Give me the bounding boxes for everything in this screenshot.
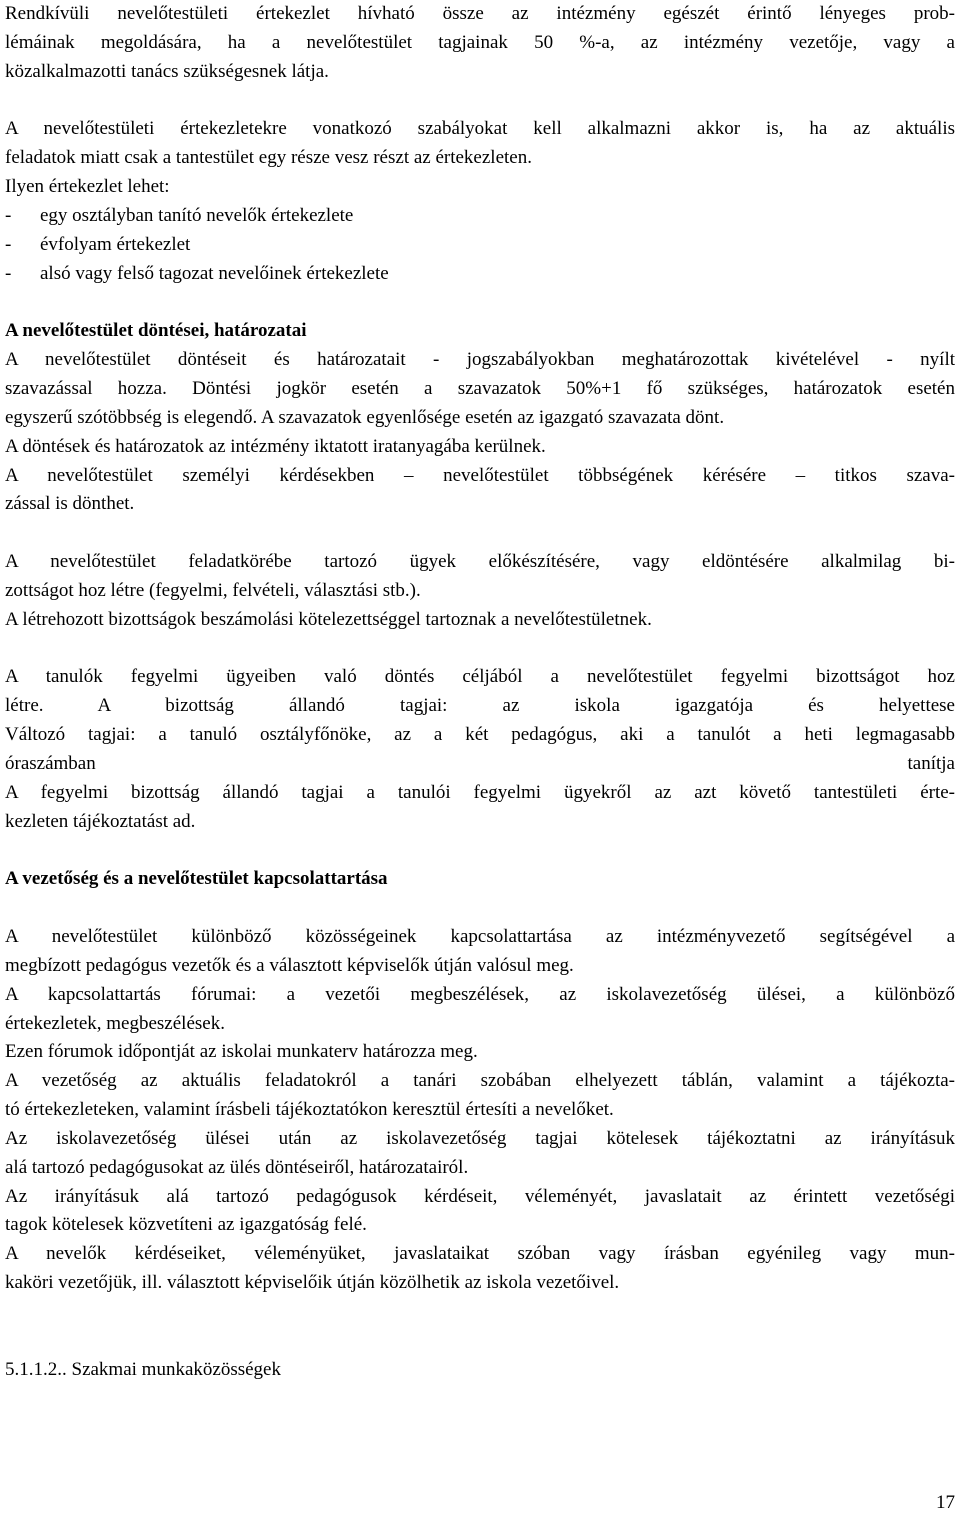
- paragraph: [5, 548, 955, 635]
- text-line: zással is dönthet.: [5, 493, 135, 515]
- text-line: zottságot hoz létre (fegyelmi, felvételi, választási stb.).: [5, 579, 421, 601]
- list-item: [5, 231, 955, 260]
- text-line: Ezen fórumok időpontját az iskolai munkaterv határozza meg.: [5, 1041, 478, 1063]
- text-line: Rendkívüli nevelőtestületi értekezlet hívható össze az intézmény egészét érintő lényeges prob-: [5, 3, 955, 24]
- text-line: alá tartozó pedagógusokat az ülés döntéseiről, határozatairól.: [5, 1156, 469, 1178]
- paragraph: [5, 923, 955, 1298]
- section-heading: A vezetőség és a nevelőtestület kapcsolattartása: [5, 868, 388, 890]
- text-line: szavazással hozza. Döntési jogkör esetén a szavazatok 50%+1 fő szükséges, határozatok esetén: [5, 377, 955, 399]
- text-line: Változó tagjai: a tanuló osztályfőnöke, az a két pedagógus, aki a tanulót a heti legmagasabb: [5, 724, 955, 746]
- paragraph-spacer: [5, 635, 955, 664]
- text-line: Az iskolavezetőség ülései után az iskolavezetőség tagjai kötelesek tájékoztatni az irányításuk: [5, 1127, 955, 1149]
- list-item-text: egy osztályban tanító nevelők értekezlete: [40, 204, 354, 226]
- text-line: A nevelőtestület személyi kérdésekben – nevelőtestület többségének kérésére – titkos szava-: [5, 464, 955, 486]
- text-line: óraszámban tanítja: [5, 752, 955, 774]
- paragraph: [5, 663, 955, 836]
- text-line: értekezletek, megbeszélések.: [5, 1012, 225, 1034]
- text-line: A nevelőtestület feladatkörébe tartozó ügyek előkészítésére, vagy eldöntésére alkalmilag bi-: [5, 551, 955, 573]
- text-line: A vezetőség az aktuális feladatokról a tanári szobában elhelyezett táblán, valamint a tájékozta-: [5, 1070, 955, 1092]
- paragraph-spacer: [5, 836, 955, 865]
- paragraph: [5, 346, 955, 519]
- text-line: A tanulók fegyelmi ügyeiben való döntés céljából a nevelőtestület fegyelmi bizottságot hoz: [5, 666, 955, 688]
- text-line: A nevelőtestületi értekezletekre vonatkozó szabályokat kell alkalmazni akkor is, ha az aktuális: [5, 118, 955, 140]
- text-line: Az irányításuk alá tartozó pedagógusok kérdéseit, véleményét, javaslatait az érintett vezetőségi: [5, 1185, 955, 1207]
- paragraph-spacer: [5, 519, 955, 548]
- dash-bullet: -: [5, 204, 12, 226]
- list-item: [5, 202, 955, 231]
- text-line: feladatok miatt csak a tantestület egy része vesz részt az értekezleten.: [5, 147, 532, 169]
- paragraph: [5, 115, 955, 202]
- text-line: A nevelőtestület döntéseit és határozatait - jogszabályokban meghatározottak kivételével - nyílt: [5, 349, 955, 371]
- paragraph-spacer: [5, 1327, 955, 1356]
- paragraph-spacer: [5, 894, 955, 923]
- subsection-heading: 5.1.1.2.. Szakmai munkaközösségek: [5, 1358, 281, 1380]
- text-line: A nevelők kérdéseiket, véleményüket, javaslataikat szóban vagy írásban egyénileg vagy mun-: [5, 1243, 955, 1265]
- section-heading: A nevelőtestület döntései, határozatai: [5, 320, 307, 342]
- text-line: lémáinak megoldására, ha a nevelőtestület tagjainak 50 %-a, az intézmény vezetője, vagy a: [5, 31, 955, 53]
- text-line: egyszerű szótöbbség is elegendő. A szavazatok egyenlősége esetén az igazgató szavazata dönt.: [5, 406, 725, 428]
- list-item: [5, 260, 955, 289]
- text-line: tó értekezleteken, valamint írásbeli tájékoztatókon keresztül értesíti a nevelőket.: [5, 1099, 614, 1121]
- dash-bullet: -: [5, 262, 12, 284]
- list-item-text: évfolyam értekezlet: [40, 233, 191, 255]
- paragraph-spacer: [5, 288, 955, 317]
- paragraph: [5, 0, 955, 87]
- text-line: A létrehozott bizottságok beszámolási kötelezettséggel tartoznak a nevelőtestületnek.: [5, 608, 652, 630]
- text-line: tagok kötelesek közvetíteni az igazgatóság felé.: [5, 1214, 367, 1236]
- list-item-text: alsó vagy felső tagozat nevelőinek értekezlete: [40, 262, 389, 284]
- paragraph-spacer: [5, 87, 955, 116]
- text-line: A döntések és határozatok az intézmény iktatott iratanyagába kerülnek.: [5, 435, 546, 457]
- text-line: A nevelőtestület különböző közösségeinek kapcsolattartása az intézményvezető segítségével a: [5, 926, 955, 947]
- text-line: kaköri vezetőjük, ill. választott képviselőik útján közölhetik az iskola vezetőivel.: [5, 1272, 620, 1294]
- text-line: létre. A bizottság állandó tagjai: az iskola igazgatója és helyettese: [5, 695, 955, 717]
- text-line: közalkalmazotti tanács szükségesnek látja.: [5, 60, 329, 82]
- paragraph-spacer: [5, 1298, 955, 1327]
- dash-list: [5, 202, 955, 289]
- text-line: megbízott pedagógus vezetők és a választott képviselők útján valósul meg.: [5, 954, 574, 976]
- text-line: Ilyen értekezlet lehet:: [5, 176, 170, 198]
- text-line: A fegyelmi bizottság állandó tagjai a tanulói fegyelmi ügyekről az azt követő tantestületi érte-: [5, 781, 955, 803]
- dash-bullet: -: [5, 233, 12, 255]
- text-line: kezleten tájékoztatást ad.: [5, 810, 196, 832]
- page-number: 17: [936, 1492, 955, 1513]
- text-line: A kapcsolattartás fórumai: a vezetői megbeszélések, az iskolavezetőség ülései, a különböző: [5, 983, 955, 1005]
- document-page: [5, 0, 955, 1514]
